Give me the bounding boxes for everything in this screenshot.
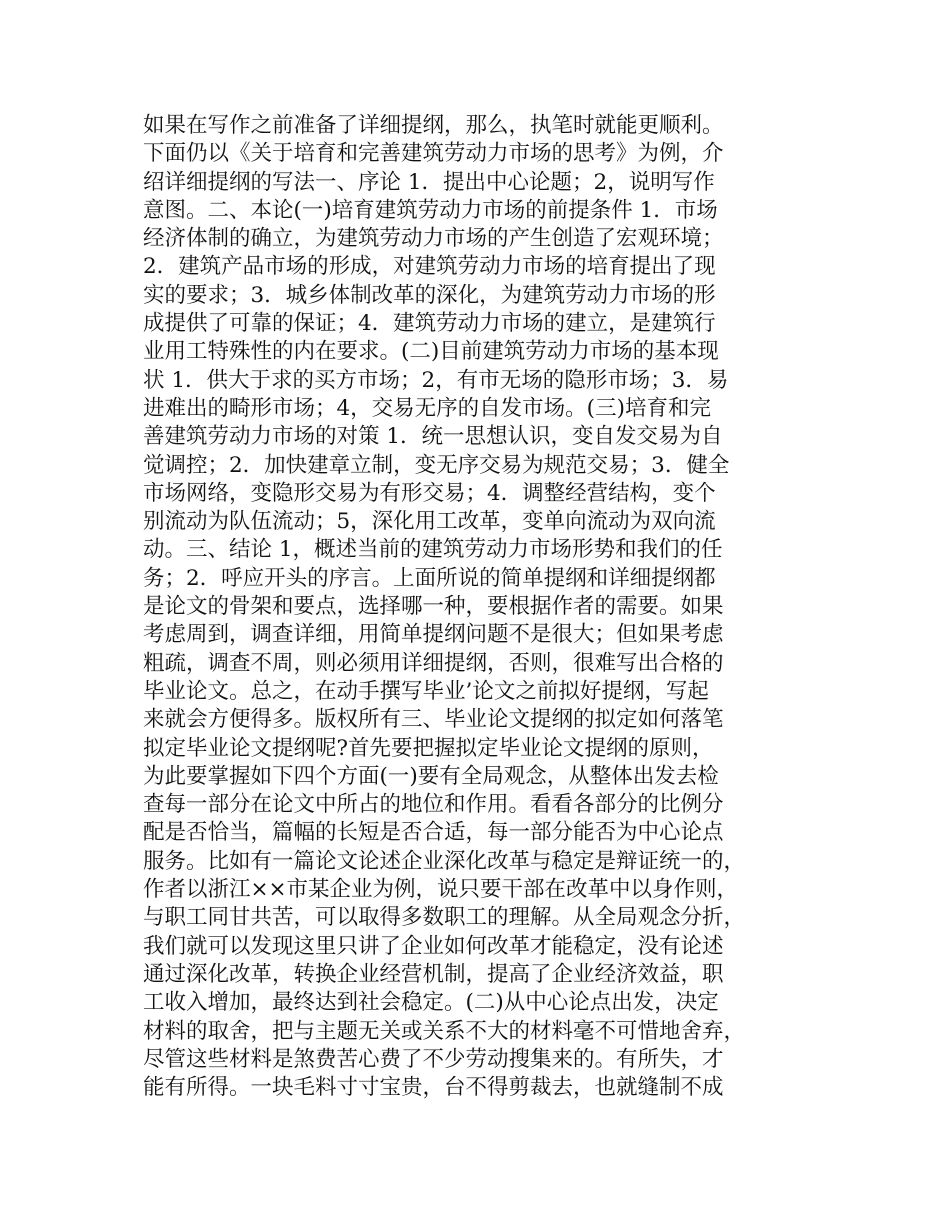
text-line-9: 业用工特殊性的内在要求。(二)目前建筑劳动力市场的基本现 [143,339,719,365]
text-line-28: 作者以浙江××市某企业为例，说只要干部在改革中以身作则， [143,877,739,903]
text-line-11: 进难出的畸形市场；4，交易无序的自发市场。(三)培育和完 [143,395,711,421]
text-line-8: 成提供了可靠的保证；4．建筑劳动力市场的建立，是建筑行 [143,311,716,337]
text-line-6: 2．建筑产品市场的形成，对建筑劳动力市场的培育提出了现 [143,254,716,280]
text-line-33: 材料的取舍，把与主题无关或关系不大的材料毫不可惜地舍弃， [143,1018,746,1044]
text-line-16: 动。三、结论 1，概述当前的建筑劳动力市场形势和我们的任 [143,537,723,563]
text-line-21: 毕业论文。总之，在动手撰写毕业’论文之前拟好提纲，写起 [143,678,709,704]
text-line-34: 尽管这些材料是煞费苦心费了不少劳动搜集来的。有所失，才 [143,1046,724,1072]
text-line-29: 与职工同甘共苦，可以取得多数职工的理解。从全局观念分折， [143,905,746,931]
text-line-7: 实的要求；3．城乡体制改革的深化，为建筑劳动力市场的形 [143,282,716,308]
text-line-25: 查每一部分在论文中所占的地位和作用。看看各部分的比例分 [143,792,724,818]
text-line-14: 市场网络，变隐形交易为有形交易；4．调整经营结构，变个 [143,480,716,506]
text-line-20: 粗疏，调查不周，则必须用详细提纲，否则，很难写出合格的 [143,650,724,676]
text-line-26: 配是否恰当，篇幅的长短是否合适，每一部分能否为中心论点 [143,820,724,846]
text-line-23: 拟定毕业论文提纲呢?首先要把握拟定毕业论文提纲的原则， [143,735,714,761]
text-line-5: 经济体制的确立，为建筑劳动力市场的产生创造了宏观环境； [143,226,724,252]
text-line-4: 意图。二、本论(一)培育建筑劳动力市场的前提条件 1．市场 [143,197,718,223]
text-line-15: 别流动为队伍流动；5，深化用工改革，变单向流动为双向流 [143,509,716,535]
text-line-27: 服务。比如有一篇论文论述企业深化改革与稳定是辩证统一的， [143,848,746,874]
text-line-3: 绍详细提纲的写法一、序论 1．提出中心论题；2，说明写作 [143,169,715,195]
text-line-13: 觉调控；2．加快建章立制，变无序交易为规范交易；3．健全 [143,452,730,478]
text-line-24: 为此要掌握如下四个方面(一)要有全局观念，从整体出发去检 [143,763,719,789]
text-line-30: 我们就可以发现这里只讲了企业如何改革才能稳定，没有论述 [143,933,724,959]
text-line-10: 状 1．供大于求的买方市场；2，有市无场的隐形市场；3．易 [143,367,729,393]
text-line-35: 能有所得。一块毛料寸寸宝贵，台不得剪裁去，也就缝制不成 [143,1075,724,1101]
text-line-31: 通过深化改革，转换企业经营机制，提高了企业经济效益，职 [143,961,724,987]
text-line-1: 如果在写作之前准备了详细提纲，那么，执笔时就能更顺利。 [143,113,724,138]
text-line-17: 务；2．呼应开头的序言。上面所说的简单提纲和详细提纲都 [143,565,716,591]
text-line-32: 工收入增加，最终达到社会稳定。(二)从中心论点出发，决定 [143,990,719,1016]
text-line-22: 来就会方便得多。版权所有三、毕业论文提纲的拟定如何落笔 [143,707,724,733]
body-text [143,112,823,1102]
text-line-19: 考虑周到，调查详细，用简单提纲问题不是很大；但如果考虑 [143,622,724,648]
text-line-12: 善建筑劳动力市场的对策 1．统一思想认识，变自发交易为自 [143,424,723,450]
text-line-18: 是论文的骨架和要点，选择哪一种，要根据作者的需要。如果 [143,594,724,620]
text-line-2: 下面仍以《关于培育和完善建筑劳动力市场的思考》为例，介 [143,141,724,167]
